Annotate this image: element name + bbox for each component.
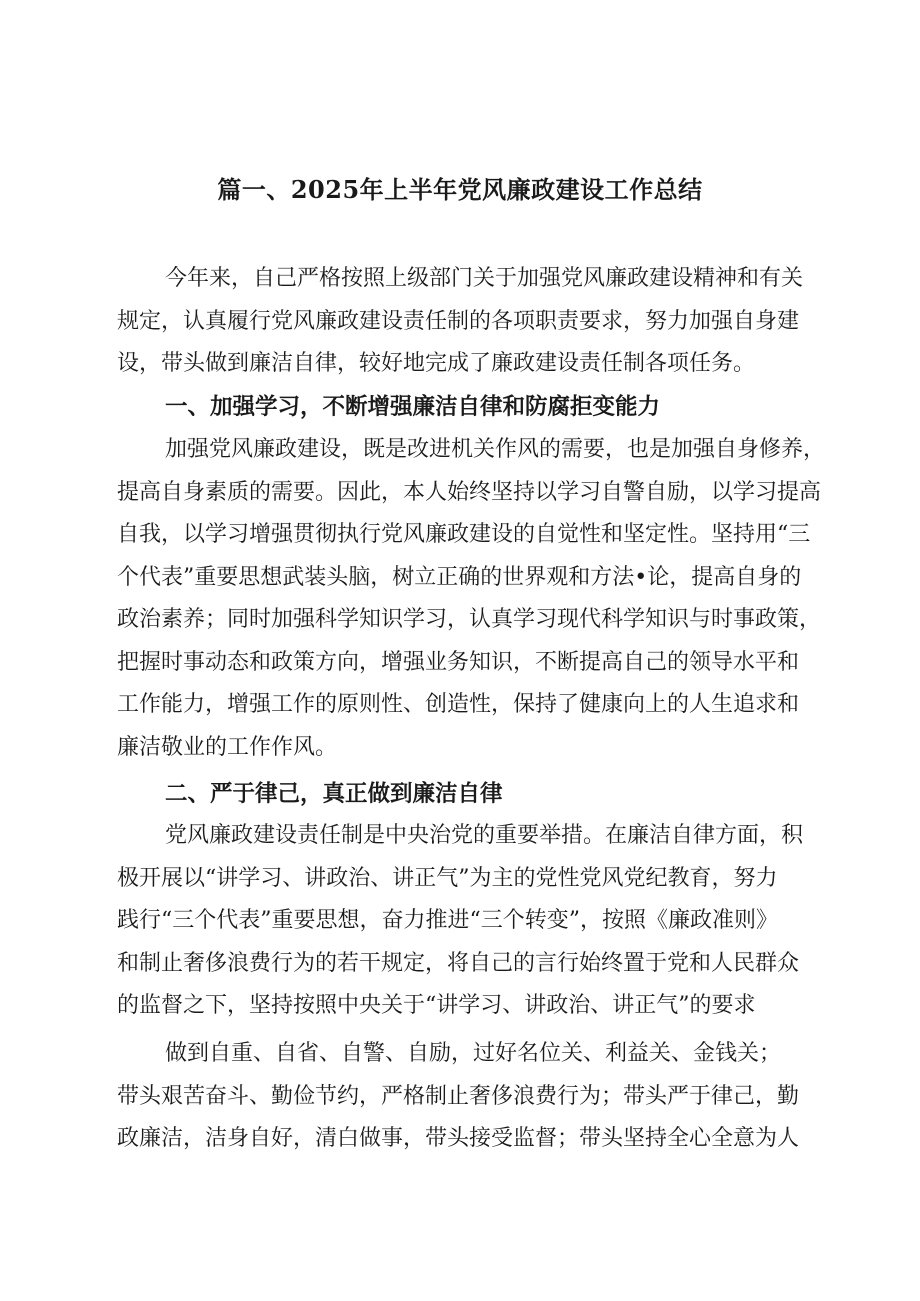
text-line: 自我，以学习增强贯彻执行党风廉政建设的自觉性和坚定性。坚持用“三: [117, 522, 811, 547]
text-line: 个代表”重要思想武装头脑，树立正确的世界观和方法•论，提高自身的: [117, 564, 802, 590]
text-line: 的监督之下，坚持按照中央关于“讲学习、讲政治、讲正气”的要求: [117, 993, 756, 1018]
text-line: 今年来，自己严格按照上级部门关于加强党风廉政建设精神和有关: [165, 266, 804, 291]
section2-paragraph-cont: [117, 1033, 857, 1161]
intro-paragraph: [117, 258, 857, 386]
section1-heading: 一、加强学习，不断增强廉洁自律和防腐拒变能力: [165, 394, 661, 420]
text-line: 规定，认真履行党风廉政建设责任制的各项职责要求，努力加强自身建: [117, 308, 800, 334]
text-line: 把握时事动态和政策方向，增强业务知识，不断提高自己的领导水平和: [117, 649, 800, 675]
section2-heading: 二、严于律己，真正做到廉洁自律: [165, 781, 503, 807]
text-line: 做到自重、自省、自警、自励，过好名位关、利益关、金钱关；: [165, 1041, 782, 1066]
text-line: 党风廉政建设责任制是中央治党的重要举措。在廉洁自律方面，积: [165, 823, 804, 848]
text-line: 提高自身素质的需要。因此，本人始终坚持以学习自警自励，以学习提高: [117, 479, 822, 505]
text-line: 政治素养；同时加强科学知识学习，认真学习现代科学知识与时事政策，: [117, 607, 822, 632]
text-line: 工作能力，增强工作的原则性、创造性，保持了健康向上的人生追求和: [117, 692, 800, 717]
text-line: 带头艰苦奋斗、勤俭节约，严格制止奢侈浪费行为；带头严于律己，勤: [117, 1083, 800, 1109]
text-line: 政廉洁，洁身自好，清白做事，带头接受监督；带头坚持全心全意为人: [117, 1126, 800, 1151]
text-line: 设，带头做到廉洁自律，较好地完成了廉政建设责任制各项任务。: [117, 351, 756, 376]
text-line: 加强党风廉政建设，既是改进机关作风的需要，也是加强自身修养，: [165, 437, 826, 462]
section1-paragraph: [117, 429, 857, 769]
text-line: 和制止奢侈浪费行为的若干规定，将自己的言行始终置于党和人民群众: [117, 950, 800, 976]
section2-paragraph: [117, 815, 857, 1028]
text-line: 践行“三个代表”重要思想，奋力推进“三个转变”，按照《廉政准则》: [117, 908, 778, 933]
text-line: 廉洁敬业的工作作风。: [117, 734, 338, 760]
document-title: 篇一、2025年上半年党风廉政建设工作总结: [217, 175, 703, 204]
text-line: 极开展以“讲学习、讲政治、讲正气”为主的党性党风党纪教育，努力: [117, 865, 778, 891]
